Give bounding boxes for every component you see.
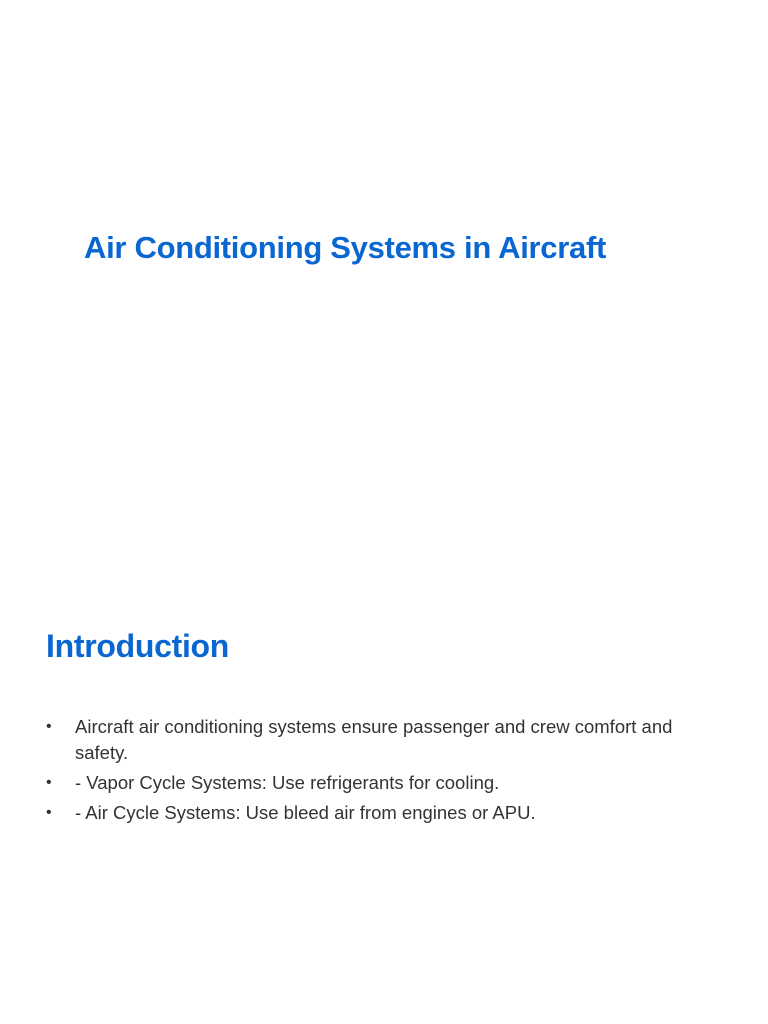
bullet-list [46,714,726,830]
bullet-icon: • [46,804,52,821]
bullet-text: - Vapor Cycle Systems: Use refrigerants for cooling. [75,772,500,793]
introduction-slide [0,512,768,1024]
bullet-item [46,800,726,826]
bullet-item [46,770,726,796]
bullet-item [46,714,726,766]
bullet-text: - Air Cycle Systems: Use bleed air from engines or APU. [75,802,536,823]
slide-heading: Introduction [46,628,230,664]
bullet-text: Aircraft air conditioning systems ensure passenger and crew comfort and safety. [75,716,673,763]
presentation-title: Air Conditioning Systems in Aircraft [84,230,606,265]
bullet-icon: • [46,718,52,735]
bullet-icon: • [46,774,52,791]
